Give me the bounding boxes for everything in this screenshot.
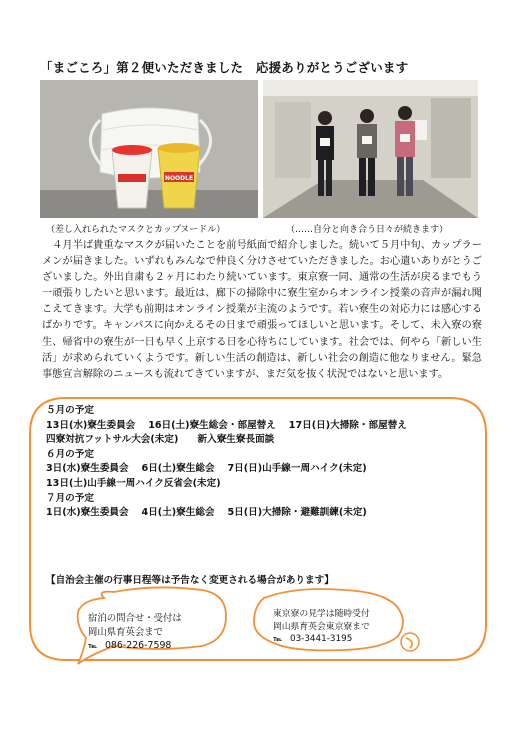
phone-icon: ℡ [88, 642, 97, 650]
july-line-1: 1日(水)寮生委員会 4日(土)寮生総会 5日(日)大掃除・避難訓練(未定) [46, 507, 367, 519]
students-illustration [263, 80, 478, 218]
june-line-2: 13日(土)山手線一周ハイク反省会(未定) [46, 477, 221, 489]
body-article [42, 238, 482, 383]
contact-tour [273, 608, 370, 646]
schedule-notice: 【自治会主催の行事日程等は予告なく変更される場合があります】 [46, 575, 334, 586]
masks-noodles-illustration [40, 80, 258, 218]
contact-left-tel-number: 086-226-7598 [104, 640, 172, 651]
contact-left-line2: 岡山県育英会まで [88, 626, 164, 638]
july-heading: ７月の予定 [46, 492, 94, 504]
photo-students-corridor [263, 80, 478, 218]
schedule-section [46, 404, 476, 521]
may-heading: ５月の予定 [46, 405, 94, 416]
contact-right-tel-number: 03-3441-3195 [289, 634, 353, 644]
caption-right: （……自分と向き合う日々が続きます） [286, 225, 449, 235]
june-line-1: 3日(水)寮生委員会 6日(土)寮生総会 7日(日)山手線一周ハイク(未定) [46, 463, 367, 475]
caption-left: （差し入れられたマスクとカップヌードル） [46, 225, 226, 235]
phone-icon: ℡ [273, 635, 282, 643]
contact-right-line2: 岡山県育英会東京寮まで [273, 621, 370, 632]
bubble-dot-large [401, 633, 419, 651]
contact-left-line1: 宿泊の問合せ・受付は [88, 613, 182, 624]
contact-right-tel [273, 633, 370, 646]
june-heading: ６月の予定 [46, 448, 94, 460]
headline: 「まごころ」第２便いただきました 応援ありがとうございます [40, 60, 409, 75]
may-line-2: 四寮対抗フットサル大会(未定) 新入寮生寮長面談 [46, 434, 275, 446]
contact-right-line1: 東京寮の見学は随時受付 [273, 609, 370, 619]
photo-masks-noodles [40, 80, 258, 218]
contact-lodging [88, 612, 182, 654]
may-line-1: 13日(水)寮生委員会 16日(土)寮生総会・部屋替え 17日(日)大掃除・部屋替え [46, 419, 407, 431]
cup-label-text: NOODLE [164, 175, 194, 182]
contact-left-tel [88, 639, 182, 654]
body-paragraph: ４月半ば貴重なマスクが届いたことを前号紙面で紹介しました。続いて５月中旬、カップラーメンが届きました。いずれもみんなで仲良く分けさせていただきました。お心遣いありがとうございました。外出自粛も２ヶ月にわたり続いています。東京寮一同、通常の生活が戻るまでもう一頑張りしたいと思います。最近は、廊下の掃除中に寮生室からオンライン授業の音声が漏れ聞こえてきます。大学も前期はオンライン授業が主流のようです。若い寮生の対応力には感心するばかりです。キャンパスに向かえるその日まで頑張ってほしいと思います。そして、未入寮の寮生、帰省中の寮生が一日も早く上京する日を心待ちにしています。社会では、何やら「新しい生活」が求められていくようです。新しい生活の創造は、新しい社会の創造に他なりません。緊急事態宣言解除のニュースも流れてきていますが、まだ気を抜く状況ではないと思います。 [42, 240, 482, 380]
